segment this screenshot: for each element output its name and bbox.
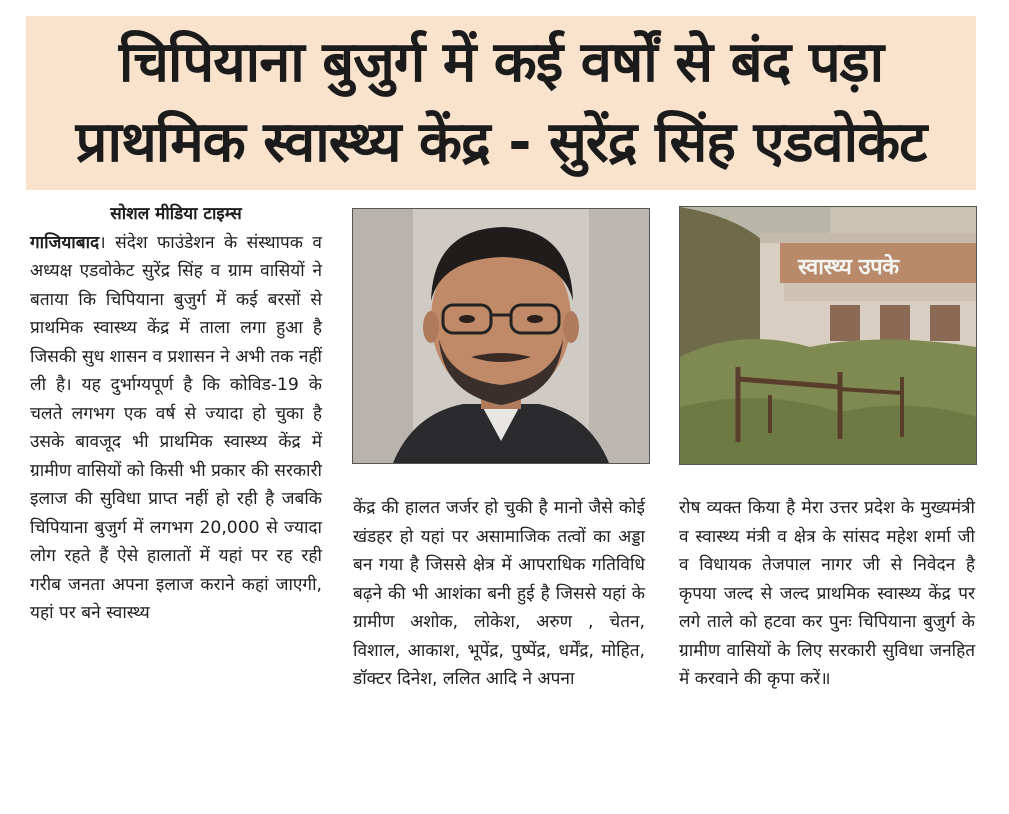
building-illustration: [680, 207, 976, 464]
column-3-text: रोष व्यक्त किया है मेरा उत्तर प्रदेश के मुख्यमंत्री व स्वास्थ्य मंत्री व क्षेत्र के सांसद महेश शर्मा जी व विधायक तेजपाल नागर जी से निवेदन है कृपया जल्द से जल्द प्राथमिक स्वास्थ्य केंद्र पर लगे ताले को हटवा कर पुनः चिपियाना बुजुर्ग के ग्रामीण वासियों के लिए सरकारी सुविधा जनहित में करवाने की कृपा करें॥: [679, 498, 975, 689]
portrait-photo: [352, 208, 650, 464]
article-column-3: [679, 494, 975, 694]
portrait-illustration: [353, 209, 649, 463]
headline-line-1: चिपियाना बुजुर्ग में कई वर्षों से बंद पड़ा: [118, 30, 884, 95]
column-1-text: । संदेश फाउंडेशन के संस्थापक व अध्यक्ष एडवोकेट सुरेंद्र सिंह व ग्राम वासियों ने बताया कि चिपियाना बुजुर्ग में कई बरसों से प्राथमिक स्वास्थ्य केंद्र में ताला लगा हुआ है जिसकी सुध शासन व प्रशासन ने अभी तक नहीं ली है। यह दुर्भाग्यपूर्ण है कि कोविड-19 के चलते लगभग एक वर्ष से ज्यादा हो चुका है उसके बावजूद भी प्राथमिक स्वास्थ्य केंद्र में ग्रामीण वासियों को किसी भी प्रकार की सरकारी इलाज की सुविधा प्राप्त नहीं हो रही है जबकि चिपियाना बुजुर्ग में लगभग 20,000 से ज्यादा लोग रहते हैं ऐसे हालातों में यहां पर रह रही गरीब जनता अपना इलाज कराने कहां जाएगी, यहां पर बने स्वास्थ्य: [30, 232, 322, 623]
building-sign: स्वास्थ्य उपके: [798, 255, 899, 280]
column-2-text: केंद्र की हालत जर्जर हो चुकी है मानो जैसे कोई खंडहर हो यहां पर असामाजिक तत्वों का अड्डा बन गया है जिससे क्षेत्र में आपराधिक गतिविधि बढ़ने की भी आशंका बनी हुई है जिससे यहां के ग्रामीण अशोक, लोकेश, अरुण , चेतन, विशाल, आकाश, भूपेंद्र, पुष्पेंद्र, धर्मेंद्र, मोहित, डॉक्टर दिनेश, ललित आदि ने अपना: [353, 498, 645, 689]
dateline: गाजियाबाद: [30, 232, 100, 253]
column-1-paragraph: [30, 229, 322, 628]
article-column-2: [353, 494, 645, 694]
building-photo: [679, 206, 977, 465]
headline-line-2: प्राथमिक स्वास्थ्य केंद्र - सुरेंद्र सिंह एडवोकेट: [75, 110, 927, 175]
headline-banner: [26, 16, 976, 190]
byline: सोशल मीडिया टाइम्स: [110, 204, 242, 224]
article-column-1: [30, 200, 322, 628]
